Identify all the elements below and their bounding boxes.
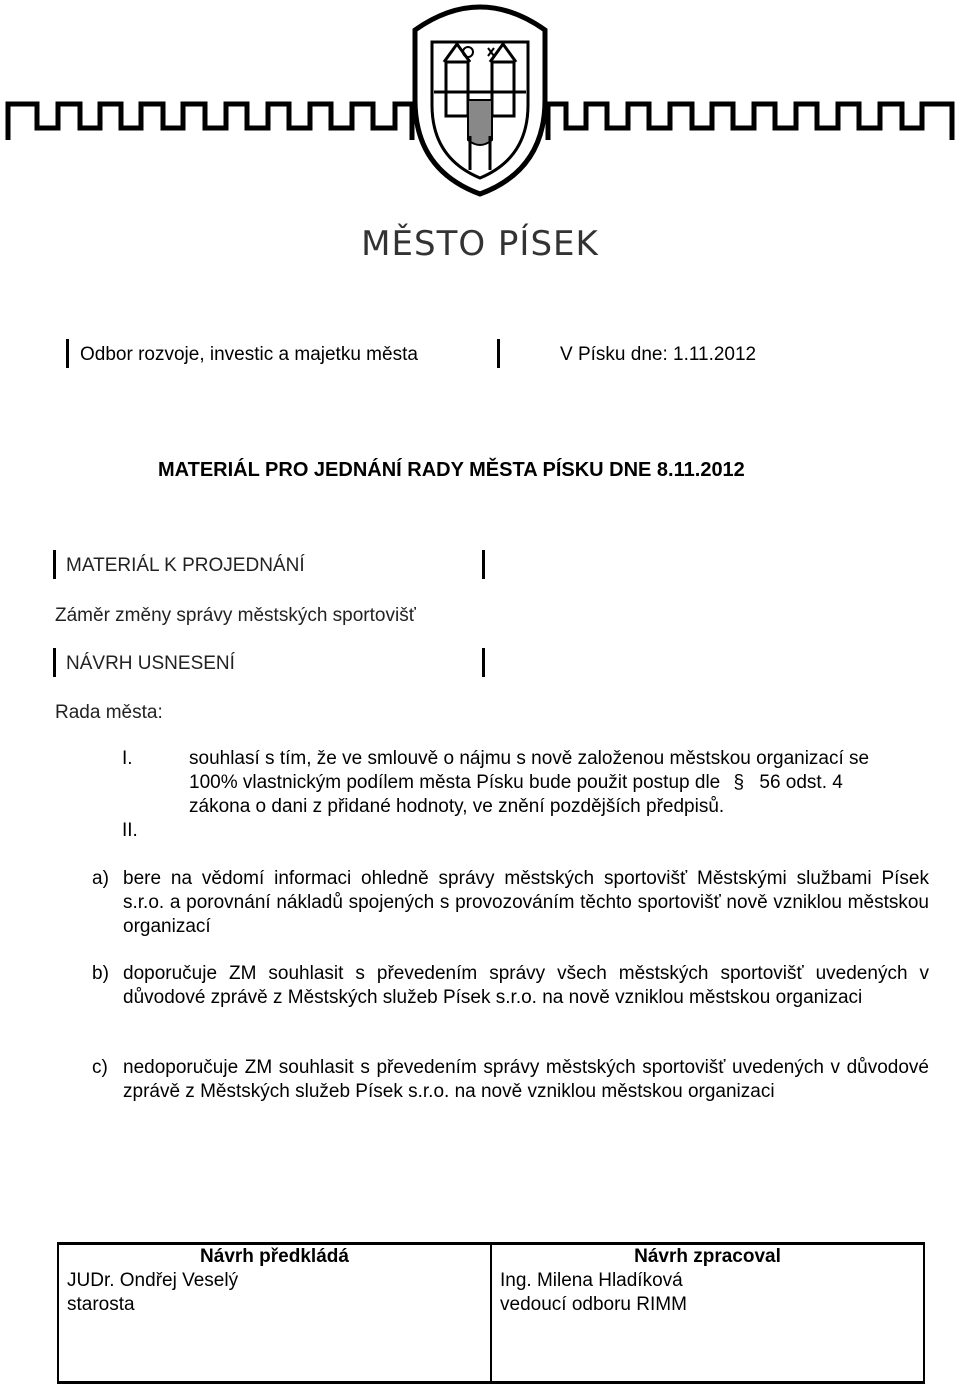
submitter-cell [58, 1269, 491, 1383]
material-heading: MATERIÁL K PROJEDNÁNÍ [66, 555, 305, 576]
resolution-bar-left [53, 648, 56, 677]
item-i-line-3: zákona o dani z přidané hodnoty, ve znění pozdějších předpisů. [189, 796, 725, 817]
city-wall-logo [0, 0, 960, 220]
item-ii-number: II. [122, 820, 138, 841]
submitter-name: JUDr. Ondřej Veselý [67, 1270, 239, 1291]
resolution-bar-right [482, 648, 485, 677]
department-bar-right [497, 339, 500, 368]
submitter-header: Návrh předkládá [58, 1244, 491, 1270]
item-c-letter: c) [92, 1057, 108, 1078]
subject: Záměr změny správy městských sportovišť [55, 605, 416, 626]
document-date: V Písku dne: 1.11.2012 [560, 344, 757, 365]
material-bar-left [53, 550, 56, 579]
resolution-heading: NÁVRH USNESENÍ [66, 653, 235, 674]
item-i-line-2: 100% vlastnickým podílem města Písku bude použit postup dle § 56 odst. 4 [189, 772, 843, 793]
item-b-text: doporučuje ZM souhlasit s převedením správy všech městských sportovišť uvedených v důvodové zprávě z Městských služeb Písek s.r.o. na nově vzniklou městskou organizaci [123, 963, 929, 1008]
coat-of-arms-icon [415, 7, 545, 194]
material-bar-right [482, 550, 485, 579]
council-label: Rada města: [55, 702, 163, 723]
department-bar-left [66, 339, 69, 368]
item-i-number: I. [122, 748, 133, 769]
item-a-text: bere na vědomí informaci ohledně správy městských sportovišť Městskými službami Písek s.r.o. a porovnání nákladů spojených s provozováním těchto sportovišť nově vzniklou městskou organizací [123, 868, 929, 937]
item-i-line-1: souhlasí s tím, že ve smlouvě o nájmu s nově založenou městskou organizací se [189, 748, 870, 769]
department-name: Odbor rozvoje, investic a majetku města [80, 344, 418, 365]
item-a-letter: a) [92, 868, 109, 889]
city-name-logo-text: MĚSTO PÍSEK [361, 224, 599, 264]
item-c-text: nedoporučuje ZM souhlasit s převedením správy městských sportovišť uvedených v důvodové zprávě z Městských služeb Písek s.r.o. na nově vzniklou městskou organizaci [123, 1057, 929, 1102]
preparer-header: Návrh zpracoval [491, 1244, 924, 1270]
preparer-name: Ing. Milena Hladíková [500, 1270, 683, 1291]
submitter-role: starosta [67, 1294, 135, 1315]
preparer-cell [491, 1269, 924, 1383]
item-b-letter: b) [92, 963, 109, 984]
signature-table [57, 1242, 925, 1384]
section-sign: § [733, 772, 745, 793]
preparer-role: vedoucí odboru RIMM [500, 1294, 687, 1315]
page-title: MATERIÁL PRO JEDNÁNÍ RADY MĚSTA PÍSKU DNE 8.11.2012 [158, 459, 745, 481]
